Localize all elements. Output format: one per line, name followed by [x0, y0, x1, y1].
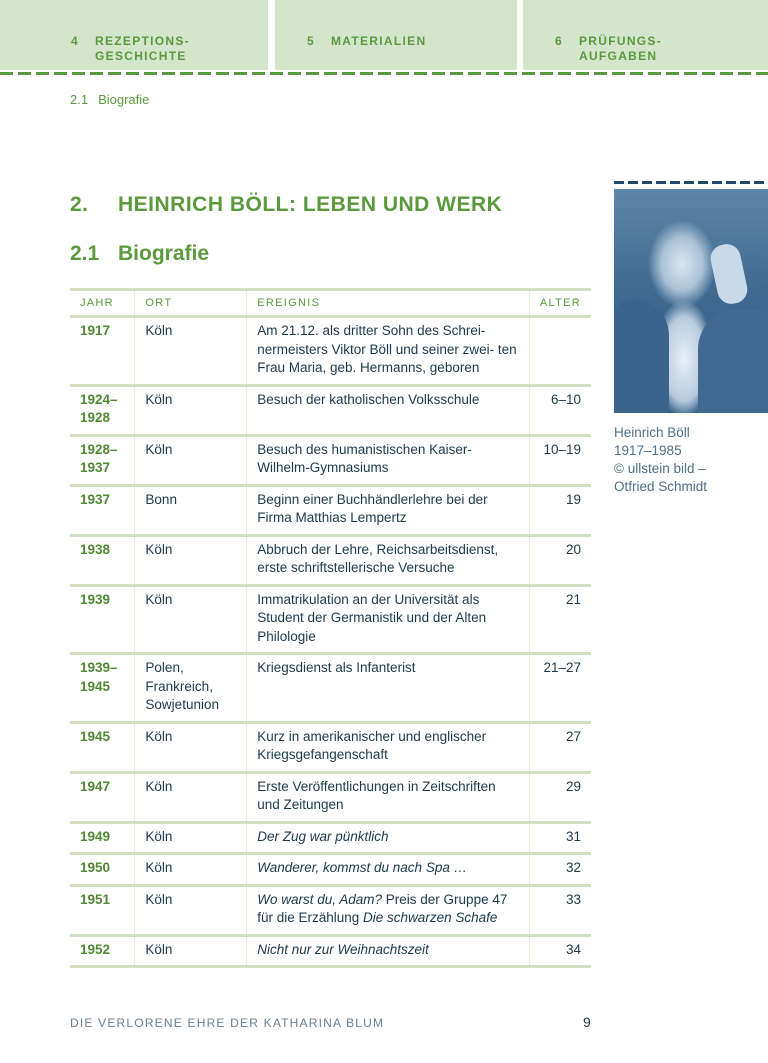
age-cell: 32: [529, 854, 591, 886]
event-cell: Am 21.12. als dritter Sohn des Schrei- nermeisters Viktor Böll und seiner zwei- ten Frau Maria, geb. Hermanns, geboren: [247, 317, 530, 386]
place-cell: Köln: [135, 585, 247, 654]
event-cell: Erste Veröffentlichungen in Zeitschriften und Zeitungen: [247, 772, 530, 822]
place-cell: Köln: [135, 822, 247, 854]
work-title: Wo warst du, Adam?: [257, 891, 383, 907]
age-cell: 6–10: [529, 385, 591, 435]
table-row: [70, 535, 591, 585]
year-cell: 1945: [80, 728, 111, 744]
age-cell: 10–19: [529, 435, 591, 485]
place-cell: Köln: [135, 385, 247, 435]
table-row: [70, 885, 591, 935]
column-header-place: ORT: [135, 290, 247, 317]
year-cell: 1917: [80, 323, 111, 338]
table-row: [70, 585, 591, 654]
nav-tab-pruefungsaufgaben[interactable]: [523, 0, 768, 70]
event-cell: Wo warst du, Adam? Preis der Gruppe 47 für die Erzählung Die schwarzen Schafe: [247, 885, 530, 935]
nav-tab-label: REZEPTIONS- GESCHICHTE: [95, 34, 190, 63]
year-cell: 1938: [80, 541, 111, 557]
column-header-year: JAHR: [80, 297, 114, 309]
table-row: [70, 485, 591, 535]
photo-caption: Heinrich Böll 1917–1985 © ullstein bild – Otfried Schmidt: [614, 425, 708, 494]
place-cell: Köln: [135, 535, 247, 585]
year-cell: 1928–1937: [80, 441, 118, 475]
table-row: [70, 772, 591, 822]
nav-tab-number: 4: [71, 34, 79, 48]
year-cell: 1939: [80, 591, 111, 607]
biography-table: [70, 288, 591, 968]
year-cell: 1950: [80, 860, 111, 875]
place-cell: Köln: [135, 722, 247, 772]
age-cell: [529, 317, 591, 386]
age-cell: 29: [529, 772, 591, 822]
place-cell: Köln: [135, 772, 247, 822]
year-cell: 1952: [80, 941, 111, 957]
chapter-title: 2. HEINRICH BÖLL: LEBEN UND WERK: [70, 193, 503, 216]
photo-dashed-divider: [614, 181, 768, 184]
column-header-event: EREIGNIS: [247, 290, 530, 317]
table-row: [70, 654, 591, 723]
event-cell: Abbruch der Lehre, Reichsarbeitsdienst, erste schriftstellerische Versuche: [247, 535, 530, 585]
age-cell: 27: [529, 722, 591, 772]
table-row: [70, 317, 591, 386]
nav-tab-materialien[interactable]: [275, 0, 517, 70]
table-row: [70, 935, 591, 967]
age-cell: 33: [529, 885, 591, 935]
event-cell: Wanderer, kommst du nach Spa …: [247, 854, 530, 886]
work-title: Die schwarzen Schafe: [363, 910, 498, 925]
section-title: 2.1 Biografie: [70, 242, 210, 265]
age-cell: 34: [529, 935, 591, 967]
dashed-divider: [0, 72, 768, 75]
age-cell: 21–27: [529, 654, 591, 723]
nav-tab-rezeptionsgeschichte[interactable]: [0, 0, 268, 70]
year-cell: 1939–1945: [80, 660, 118, 694]
place-cell: Köln: [135, 885, 247, 935]
place-cell: Köln: [135, 935, 247, 967]
table-row: [70, 854, 591, 886]
page-number: 9: [583, 1014, 591, 1030]
year-cell: 1924–1928: [80, 391, 118, 425]
event-cell: Beginn einer Buchhändlerlehre bei der Firma Matthias Lempertz: [247, 485, 530, 535]
year-cell: 1937: [80, 491, 111, 507]
table-row: [70, 822, 591, 854]
place-cell: Köln: [135, 854, 247, 886]
nav-tab-label: MATERIALIEN: [331, 34, 427, 48]
nav-tab-label: PRÜFUNGS- AUFGABEN: [579, 34, 663, 63]
event-cell: Kriegsdienst als Infanterist: [247, 654, 530, 723]
table-row: [70, 722, 591, 772]
age-cell: 31: [529, 822, 591, 854]
event-cell: Der Zug war pünktlich: [247, 822, 530, 854]
place-cell: Polen, Frankreich, Sowjetunion: [135, 654, 247, 723]
age-cell: 21: [529, 585, 591, 654]
footer-book-title: DIE VERLORENE EHRE DER KATHARINA BLUM: [70, 1016, 385, 1030]
author-portrait-image: [614, 189, 768, 413]
event-cell: Besuch der katholischen Volksschule: [247, 385, 530, 435]
table-header-row: [70, 290, 591, 317]
chapter-navigation: [0, 0, 768, 70]
table-row: [70, 435, 591, 485]
table-row: [70, 385, 591, 435]
nav-tab-number: 5: [307, 34, 315, 48]
column-header-age: ALTER: [529, 290, 591, 317]
event-cell: Besuch des humanistischen Kaiser-Wilhelm-Gymnasiums: [247, 435, 530, 485]
place-cell: Bonn: [135, 485, 247, 535]
nav-tab-number: 6: [555, 34, 563, 48]
age-cell: 19: [529, 485, 591, 535]
age-cell: 20: [529, 535, 591, 585]
breadcrumb: 2.1 Biografie: [70, 92, 150, 107]
place-cell: Köln: [135, 435, 247, 485]
year-cell: 1947: [80, 778, 111, 794]
year-cell: 1949: [80, 828, 111, 844]
place-cell: Köln: [135, 317, 247, 386]
event-cell: Immatrikulation an der Universität als Student der Germanistik und der Alten Philologie: [247, 585, 530, 654]
event-cell: Kurz in amerikanischer und englischer Kriegsgefangenschaft: [247, 722, 530, 772]
year-cell: 1951: [80, 891, 111, 907]
event-cell: Nicht nur zur Weihnachtszeit: [247, 935, 530, 967]
